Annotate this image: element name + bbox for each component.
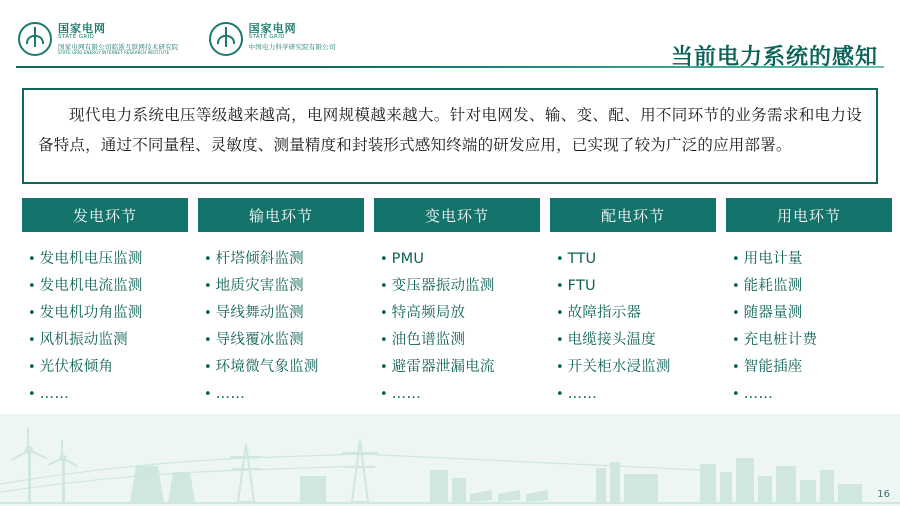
list-item-label: 开关柜水浸监测 — [567, 359, 671, 375]
bullet-icon: • — [732, 333, 740, 348]
list-item-label: 风机振动监测 — [39, 332, 128, 348]
bullet-icon: • — [204, 387, 212, 402]
page-number: 16 — [877, 489, 890, 500]
category-column-header: 配电环节 — [550, 198, 716, 232]
list-item — [28, 354, 184, 381]
logo-name-cn: 国家电网 — [58, 22, 106, 35]
bullet-icon: • — [556, 279, 564, 294]
list-item-label: PMU — [391, 251, 425, 267]
list-item-label: …… — [567, 386, 598, 402]
list-item — [204, 246, 360, 273]
list-item-label: TTU — [567, 251, 597, 267]
list-item — [556, 273, 712, 300]
list-item-label: 地质灾害监测 — [215, 278, 304, 294]
list-item — [380, 354, 536, 381]
category-columns — [22, 198, 878, 414]
list-item — [732, 327, 888, 354]
logo-text-block — [58, 22, 179, 55]
category-column-header: 发电环节 — [22, 198, 188, 232]
list-item — [204, 381, 360, 408]
list-item-label: 能耗监测 — [743, 278, 803, 294]
list-item — [28, 300, 184, 327]
logo-name-en: STATE GRID — [248, 33, 285, 40]
list-item — [732, 246, 888, 273]
list-item-label: 故障指示器 — [567, 305, 642, 321]
bullet-icon: • — [556, 333, 564, 348]
list-item — [732, 300, 888, 327]
list-item — [556, 327, 712, 354]
list-item-label: …… — [743, 386, 774, 402]
list-item — [28, 381, 184, 408]
list-item — [204, 273, 360, 300]
category-column-header: 用电环节 — [726, 198, 892, 232]
logo-epri — [209, 22, 336, 56]
list-item-label: …… — [215, 386, 246, 402]
list-item — [732, 381, 888, 408]
category-item-list — [374, 240, 540, 414]
category-column — [198, 198, 364, 414]
category-item-list — [726, 240, 892, 414]
logo-subtitle-cn: 国家电网有限公司临浙互联网技术研究院 — [58, 43, 179, 52]
list-item — [556, 300, 712, 327]
bullet-icon: • — [380, 279, 388, 294]
logo-group — [18, 22, 336, 56]
bullet-icon: • — [28, 279, 36, 294]
page-title: 当前电力系统的感知 — [670, 45, 878, 70]
list-item-label: …… — [39, 386, 70, 402]
bullet-icon: • — [732, 360, 740, 375]
list-item-label: …… — [391, 386, 422, 402]
bullet-icon: • — [380, 387, 388, 402]
list-item — [28, 273, 184, 300]
list-item — [204, 327, 360, 354]
bullet-icon: • — [204, 252, 212, 267]
bullet-icon: • — [204, 279, 212, 294]
bullet-icon: • — [732, 279, 740, 294]
list-item-label: 用电计量 — [743, 251, 803, 267]
list-item — [380, 300, 536, 327]
list-item-label: 环境微气象监测 — [215, 359, 319, 375]
category-column — [726, 198, 892, 414]
list-item-label: FTU — [567, 278, 596, 294]
list-item-label: 充电桩计费 — [743, 332, 818, 348]
bullet-icon: • — [556, 360, 564, 375]
bullet-icon: • — [380, 252, 388, 267]
bullet-icon: • — [732, 387, 740, 402]
bullet-icon: • — [556, 387, 564, 402]
list-item-label: 发电机电流监测 — [39, 278, 143, 294]
list-item — [204, 354, 360, 381]
bullet-icon: • — [556, 252, 564, 267]
footer-illustration — [0, 414, 900, 506]
list-item-label: 杆塔倾斜监测 — [215, 251, 304, 267]
bullet-icon: • — [732, 306, 740, 321]
bullet-icon: • — [380, 333, 388, 348]
category-item-list — [198, 240, 364, 414]
logo-name-cn: 国家电网 — [248, 22, 297, 35]
bullet-icon: • — [380, 306, 388, 321]
list-item — [556, 381, 712, 408]
list-item — [28, 327, 184, 354]
list-item-label: 随器量测 — [743, 305, 803, 321]
category-item-list — [550, 240, 716, 414]
bullet-icon: • — [204, 306, 212, 321]
list-item-label: 发电机功角监测 — [39, 305, 143, 321]
list-item-label: 智能插座 — [743, 359, 803, 375]
list-item — [204, 300, 360, 327]
list-item-label: 光伏板倾角 — [39, 359, 114, 375]
intro-paragraph: 现代电力系统电压等级越来越高，电网规模越来越大。针对电网发、输、变、配、用不同环节的业务需求和电力设备特点，通过不同量程、灵敏度、测量精度和封装形式感知终端的研发应用，已实现了较为广泛的应用部署。 — [38, 106, 862, 154]
category-column — [374, 198, 540, 414]
list-item — [380, 327, 536, 354]
bullet-icon: • — [28, 333, 36, 348]
category-column-header: 输电环节 — [198, 198, 364, 232]
logo-subtitle-en: STATE GRID ENERGY INTERNET RESEARCH INSTITUTE — [58, 50, 170, 56]
bullet-icon: • — [732, 252, 740, 267]
bullet-icon: • — [204, 333, 212, 348]
list-item-label: 变压器振动监测 — [391, 278, 495, 294]
list-item — [380, 273, 536, 300]
list-item-label: 发电机电压监测 — [39, 251, 143, 267]
list-item — [380, 381, 536, 408]
list-item-label: 导线覆冰监测 — [215, 332, 304, 348]
category-column-header: 变电环节 — [374, 198, 540, 232]
list-item — [556, 354, 712, 381]
list-item-label: 油色谱监测 — [391, 332, 466, 348]
list-item — [732, 354, 888, 381]
slide-header — [0, 0, 900, 82]
list-item-label: 电缆接头温度 — [567, 332, 656, 348]
list-item-label: 导线舞动监测 — [215, 305, 304, 321]
bullet-icon: • — [380, 360, 388, 375]
logo-name-en: STATE GRID — [58, 33, 95, 40]
state-grid-logo-icon — [18, 22, 52, 56]
logo-text-block — [249, 22, 336, 51]
bullet-icon: • — [28, 387, 36, 402]
logo-sgeri — [18, 22, 179, 56]
bullet-icon: • — [28, 306, 36, 321]
list-item-label: 避雷器泄漏电流 — [391, 359, 495, 375]
category-item-list — [22, 240, 188, 414]
category-column — [22, 198, 188, 414]
list-item-label: 特高频局放 — [391, 305, 466, 321]
logo-subtitle-cn: 中国电力科学研究院有限公司 — [248, 43, 336, 52]
state-grid-logo-icon — [209, 22, 243, 56]
bullet-icon: • — [28, 360, 36, 375]
list-item — [380, 246, 536, 273]
list-item — [28, 246, 184, 273]
bullet-icon: • — [556, 306, 564, 321]
list-item — [732, 273, 888, 300]
list-item — [556, 246, 712, 273]
category-column — [550, 198, 716, 414]
bullet-icon: • — [28, 252, 36, 267]
bullet-icon: • — [204, 360, 212, 375]
intro-panel — [22, 88, 878, 184]
